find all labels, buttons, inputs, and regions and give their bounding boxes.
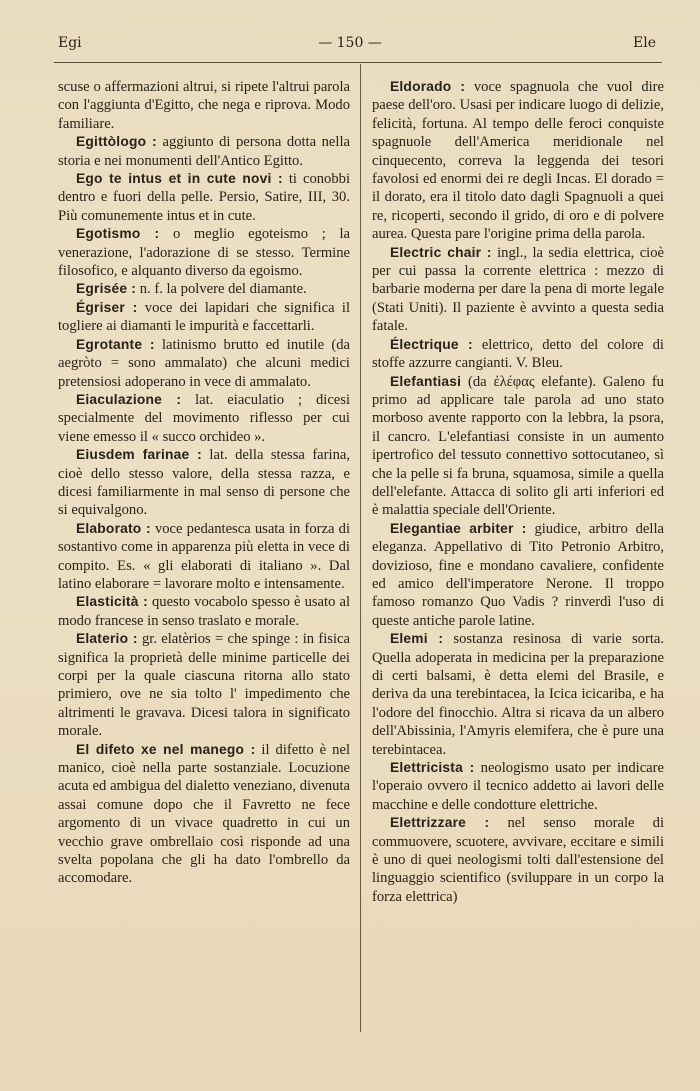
dictionary-entry [58, 336, 350, 391]
dictionary-entry [372, 78, 664, 244]
entry-headword: Elefantiasi [390, 373, 462, 389]
dictionary-entry [372, 336, 664, 373]
entry-headword: Elaborato : [76, 520, 151, 536]
entry-definition: neologismo usato per indicare l'operaio ovvero il tecnico addetto ai lavori delle macchine e delle condotture elettriche. [372, 760, 664, 813]
entry-headword: El difeto xe nel manego : [76, 741, 256, 757]
entry-headword: Égriser : [76, 299, 138, 315]
dictionary-entry [58, 133, 350, 170]
entry-headword: Elettricista : [390, 760, 475, 776]
entry-headword: Eiusdem farinae : [76, 447, 202, 463]
entry-definition: latinismo brutto ed inutile (da aegròto = sono ammalato) che alcuni medici pretensiosi adoperano in vece di ammalato. [58, 336, 350, 390]
entry-definition: voce pedantesca usata in forza di sostantivo come in apparenza più eletta in vece di compito. Es. « gli elaborati di italiano ». Dal latino elaborare = lavorare molto e intensamente. [58, 520, 350, 592]
dictionary-entry [372, 814, 664, 906]
dictionary-entry [58, 391, 350, 446]
header-right-guideword: Ele [633, 35, 656, 51]
entry-headword: Eldorado : [390, 79, 466, 94]
entry-definition: voce spagnuola che vuol dire paese dell'oro. Usasi per indicare luogo di delizie, felicità, fortuna. Al tempo delle feroci conquiste spagnuole dell'America meridionale nel cinquecento, correva la leggenda dei tesori favolosi ed enormi dei re degli Incas. El dorado = il dorato, era il titolo dato dagli Spagnuoli a quei re, ricoperti, secondo il grido, di oro e di polvere aurea. Questa pare l'origine prima della parola. [372, 79, 665, 243]
dictionary-entry [58, 446, 350, 520]
entry-headword: Elegantiae arbiter : [390, 520, 527, 536]
column-divider [360, 64, 361, 1032]
dictionary-entry [58, 630, 350, 740]
entry-definition: elettrico, detto del colore di stoffe azzurre cangianti. V. Bleu. [372, 336, 664, 372]
dictionary-entry [58, 280, 350, 298]
entry-definition: questo vocabolo spesso è usato al modo francese in senso traslato e morale. [58, 594, 351, 629]
dictionary-entry [372, 373, 664, 520]
entry-headword: Elemi : [390, 631, 444, 647]
entry-definition: voce dei lapidari che significa il togliere ai diamanti le impurità e faccettarli. [58, 299, 350, 335]
dictionary-entry [58, 225, 350, 280]
dictionary-entry [372, 244, 664, 336]
dictionary-entry [58, 520, 350, 594]
left-column [58, 78, 350, 888]
dictionary-entry [58, 741, 350, 888]
page-number: — 150 — [318, 35, 382, 51]
entry-definition: sostanza resinosa di varie sorta. Quella adoperata in medicina per la preparazione di certi balsami, è detta elemi del Brasile, e deriva da una terebintacea, la Icica icicariba, e ha l'odore del finocchio. Altra si ricava da un albero dell'Abissinia, l'Amyris elemifera, che è pure una terebintacea. [372, 631, 665, 758]
entry-headword: Elaterio : [76, 631, 138, 647]
entry-definition: il difetto è nel manico, cioè nella parte sostanziale. Locuzione acuta ed ambigua del dialetto veneziano, divenuta assai comune dopo che il Favretto ne fece argomento di un vivace quadretto in cui un vecchio grave ombrellaio così risponde ad una svelta popolana che gli ha dato l'ombrello da accomodare. [58, 741, 350, 887]
entry-definition: n. f. la polvere del diamante. [139, 281, 307, 298]
entry-headword: Egrotante : [76, 336, 155, 352]
entry-headword: Elasticità : [76, 594, 148, 610]
entry-headword: Eiaculazione : [76, 391, 182, 407]
entry-headword: Egrisée : [76, 281, 137, 297]
entry-definition: ingl., la sedia elettrica, cioè per cui passa la corrente elettrica : mezzo di barbarie moderna per dare la pena di morte legale (Stati Uniti). Il paziente è avvinto a questa sedia fatale. [372, 244, 664, 335]
entry-definition: (da ἐλέφας elefante). Galeno fu primo ad applicare tale parola ad uno stato morboso avente rapporto con la lebbra, la psora, il cancro. L'elefantiasi consiste in un aumento ipertrofico del tessuto connettivo sottocutaneo, sì che la pelle si fa bruna, squamosa, simile a quella dell'elefante. Attacca di solito gli arti inferiori ed è malattia speciale dell'Oriente. [372, 373, 664, 519]
entry-headword: Egotismo : [76, 226, 160, 242]
dictionary-entry [372, 759, 664, 814]
header-rule [54, 62, 662, 63]
page-header [0, 33, 700, 55]
entry-headword: Elettrizzare : [390, 815, 490, 831]
entry-definition: ti conobbi dentro e fuori della pelle. Persio, Satire, III, 30. Più comunemente intus et in cute. [58, 171, 351, 224]
entry-definition: o meglio egoteismo ; la venerazione, l'adorazione di se stesso. Termine filosofico, e alquanto diverso da egoismo. [58, 226, 350, 280]
dictionary-entry [372, 520, 664, 630]
dictionary-entry [372, 630, 664, 759]
entry-headword: Electric chair : [390, 244, 492, 260]
entry-definition: lat. eiaculatio ; dicesi specialmente del movimento riflesso per cui viene emesso il « succo orchideo ». [58, 391, 351, 445]
entry-headword: Électrique : [390, 336, 473, 352]
entry-definition: aggiunto di persona dotta nella storia e nei monumenti dell'Antico Egitto. [58, 134, 350, 169]
entry-definition: giudice, arbitro della eleganza. Appellativo di Tito Petronio Arbitro, dovizioso, fine e mondano cavaliere, confidente ed amico dell'imperatore Nerone. Il troppo famoso romanzo Quo Vadis ? rinverdì l'uso di queste antiche parole latine. [372, 520, 664, 629]
dictionary-entry [58, 170, 350, 225]
entry-headword: Ego te intus et in cute novi : [76, 171, 283, 187]
entry-definition: gr. elatèrios = che spinge : in fisica significa la proprietà delle minime particelle dei corpi per la quale ciascuna ritorna allo stato primiero, ove ne sia tolto l' impedimento che altrimenti le gravava. Dicesi talora in significato morale. [58, 631, 350, 740]
header-left-guideword: Egi [58, 35, 82, 51]
entry-definition: lat. della stessa farina, cioè dello stesso valore, della stessa razza, e dicesi familiarmente in mal senso di persone che si equivalgono. [58, 447, 350, 519]
dictionary-entry [58, 78, 350, 133]
entry-headword: Egittòlogo : [76, 134, 157, 150]
right-column [372, 78, 664, 906]
entry-definition: nel senso morale di commuovere, scuotere, avvivare, eccitare e simili è uno di quei neologismi tolti dall'estensione del linguaggio scientifico (sviluppare in un corpo la forza elettrica) [372, 815, 664, 905]
dictionary-entry [58, 299, 350, 336]
entry-definition: scuse o affermazioni altrui, si ripete l'altrui parola con l'aggiunta d'Egitto, che nega e riprova. Modo familiare. [58, 79, 350, 132]
dictionary-entry [58, 593, 350, 630]
